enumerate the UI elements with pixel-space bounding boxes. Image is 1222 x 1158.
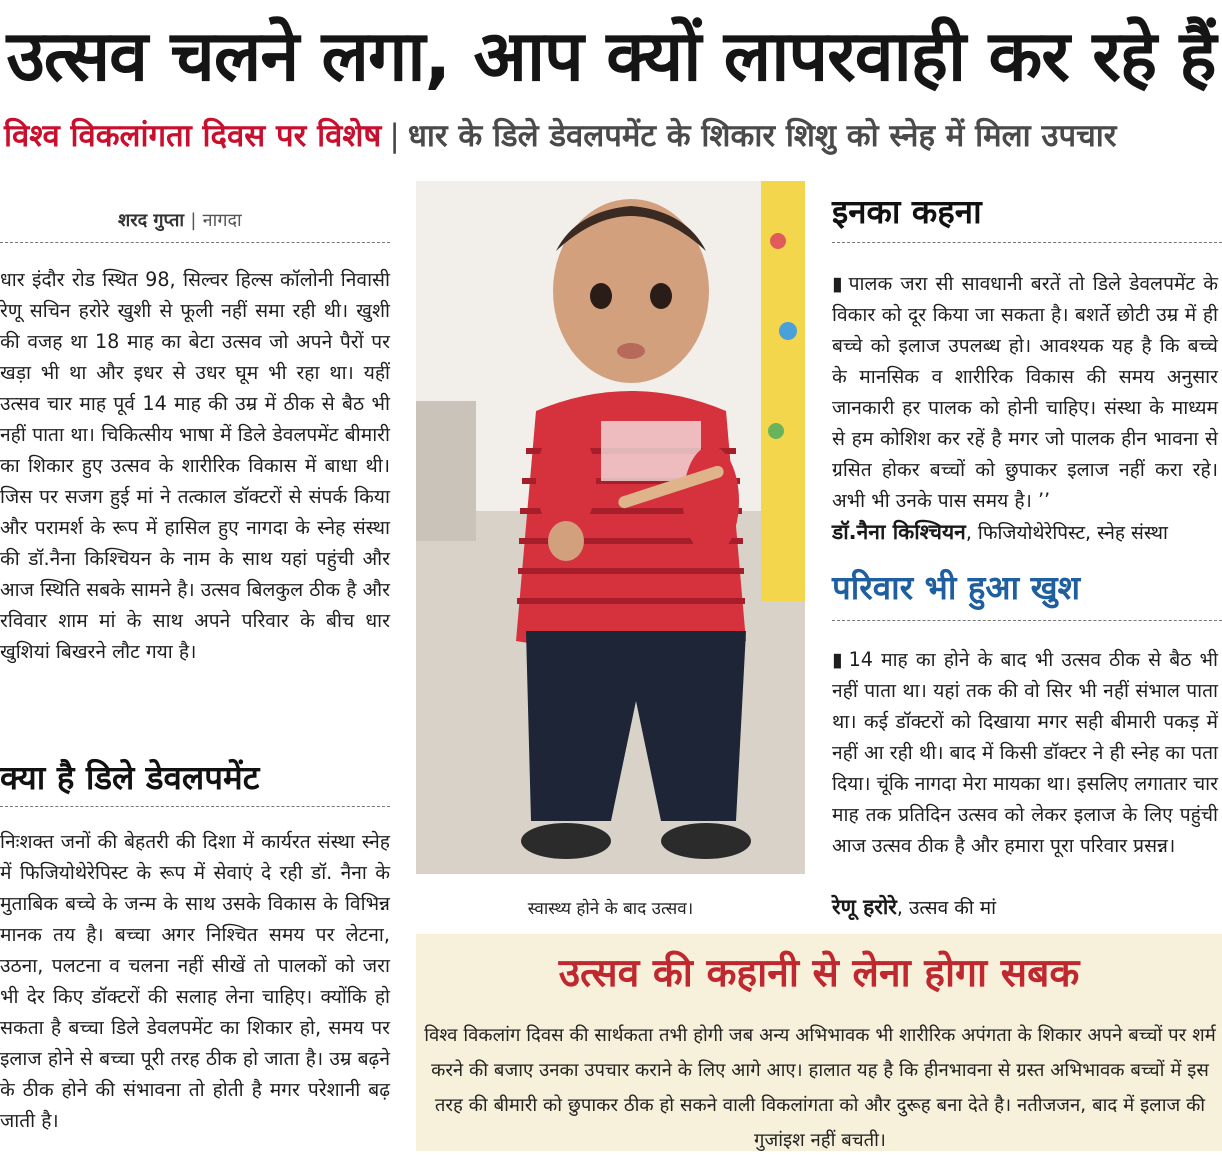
section-title-delay-development: क्या है डिले डेवलपमेंट <box>0 758 260 797</box>
quote1-signature <box>832 519 1222 546</box>
subhead-text: धार के डिले डेवलपमेंट के शिकार शिशु को स्नेह में मिला उपचार <box>407 118 1117 154</box>
photo-caption: स्वास्थ्य होने के बाद उत्सव। <box>527 899 694 919</box>
byline-place: नागदा <box>202 210 242 231</box>
quote1-role: , फिजियोथेरेपिस्ट, स्नेह संस्था <box>965 522 1168 544</box>
story-body: धार इंदौर रोड स्थित 98, सिल्वर हिल्स कॉलोनी निवासी रेणू सचिन हरोरे खुशी से फूली नहीं समा रही थी। खुशी की वजह था 18 माह का बेटा उत्सव जो अपने पैरों पर खड़ा भी था और इधर से उधर घूम भी रहा था। यहीं उत्सव चार माह पूर्व 14 माह की उम्र में ठीक से बैठ भी नहीं पाता था। चिकित्सीय भाषा में डिले डेवलपमेंट बीमारी का शिकार हुए उत्सव के शारीरिक विकास में बाधा थी। जिस पर सजग हुई मां ने तत्काल डॉक्टरों से संपर्क किया और परामर्श के रूप में हासिल हुए नागदा के स्नेह संस्था की डॉ.नैना किश्चियन के नाम के साथ यहां पहुंची और आज स्थिति सबके सामने है। उत्सव बिलकुल ठीक है और रविवार शाम मां के साथ अपने परिवार के बीच धार खुशियां बिखरने लौट गया है। <box>0 268 390 663</box>
byline-author: शरद गुप्ता <box>118 210 185 231</box>
lesson-title: उत्सव की कहानी से लेना होगा सबक <box>558 951 1080 996</box>
quote2-role: , उत्सव की मां <box>896 897 997 919</box>
section-title-their-say: इनका कहना <box>832 192 982 231</box>
section-body-delay-development: निःशक्त जनों की बेहतरी की दिशा में कार्यरत संस्था स्नेह में फिजियोथेरेपिस्ट के रूप में सेवाएं दे रही डॉ. नैना के मुताबिक बच्चे के जन्म के साथ उसके विकास के विभिन्न मानक तय है। बच्चा अगर निश्चित समय पर लेटना, उठना, पलटना व चलना नहीं सीखें तो पालकों को जरा भी देर किए डॉक्टरों की सलाह लेना चाहिए। क्योंकि हो सकता है बच्चा डिले डेवलपमेंट का शिकार हो, समय पर इलाज होने से बच्चा पूरी तरह ठीक हो जाता है। उम्र बढ़ने के ठीक होने की संभावना तो होती है मगर परेशानी बढ़ जाती है। <box>0 830 390 1132</box>
lesson-text: विश्व विकलांग दिवस की सार्थकता तभी होगी जब अन्य अभिभावक भी शारीरिक अपंगता के शिकार अपने बच्चों पर शर्म करने की बजाए उनका उपचार कराने के लिए आगे आए। हालात यह है कि हीनभावना से ग्रस्त अभिभावक बच्चों में इस तरह की बीमारी को छुपाकर ठीक हो सकने वाली विकलांगता को और दुरूह बना देते है। नतीजजन, बाद में इलाज की गुजांइश नहीं बचती। <box>424 1025 1216 1151</box>
byline-separator: | <box>190 210 197 231</box>
quote2-signature <box>832 894 1222 921</box>
subheadline <box>4 110 1220 162</box>
child-photo <box>416 181 805 874</box>
quote1-name: डॉ.नैना किश्चियन <box>832 520 966 544</box>
section-title-family-happy: परिवार भी हुआ खुश <box>832 568 1081 607</box>
divider <box>832 620 1222 621</box>
divider <box>0 242 390 243</box>
quote2-text: ▮ 14 माह का होने के बाद भी उत्सव ठीक से बैठ भी नहीं पाता था। यहां तक की वो सिर भी नहीं संभाल पाता था। कई डॉक्टरों को दिखाया मगर सही बीमारी पकड़ में नहीं आ रही थी। बाद में किसी डॉक्टर ने ही स्नेह का पता दिया। चूंकि नागदा मेरा मायका था। इसलिए लगातार चार माह तक प्रतिदिन उत्सव को लेकर इलाज के लिए पहुंची आज उत्सव ठीक है और हमारा पूरा परिवार प्रसन्न। <box>832 648 1218 857</box>
special-label: विश्व विकलांगता दिवस पर विशेष <box>4 118 382 154</box>
divider <box>832 242 1222 243</box>
quote2-name: रेणू हरोरे <box>832 895 897 919</box>
byline <box>118 208 242 232</box>
quote1-text: ▮ पालक जरा सी सावधानी बरतें तो डिले डेवलपमेंट के विकार को दूर किया जा सकता है। बशर्ते छोटी उम्र में ही बच्चे को इलाज उपलब्ध हो। आवश्यक यह है कि बच्चे के मानसिक व शारीरिक विकास की समय अनुसार जानकारी हर पालक को होनी चाहिए। संस्था के माध्यम से हम कोशिश कर रहें है मगर जो पालक हीन भावना से ग्रसित होकर बच्चों को छुपाकर इलाज नहीं करा रहे। अभी भी उनके पास समय है। ’’ <box>832 272 1218 512</box>
bullet-marker: ▮ <box>832 272 843 295</box>
divider <box>0 806 390 807</box>
child-photo-illustration <box>416 181 805 874</box>
subhead-separator: | <box>389 118 400 154</box>
headline: उत्सव चलने लगा, आप क्यों लापरवाही कर रहे हैं <box>6 15 1216 97</box>
bullet-marker: ▮ <box>832 648 843 671</box>
